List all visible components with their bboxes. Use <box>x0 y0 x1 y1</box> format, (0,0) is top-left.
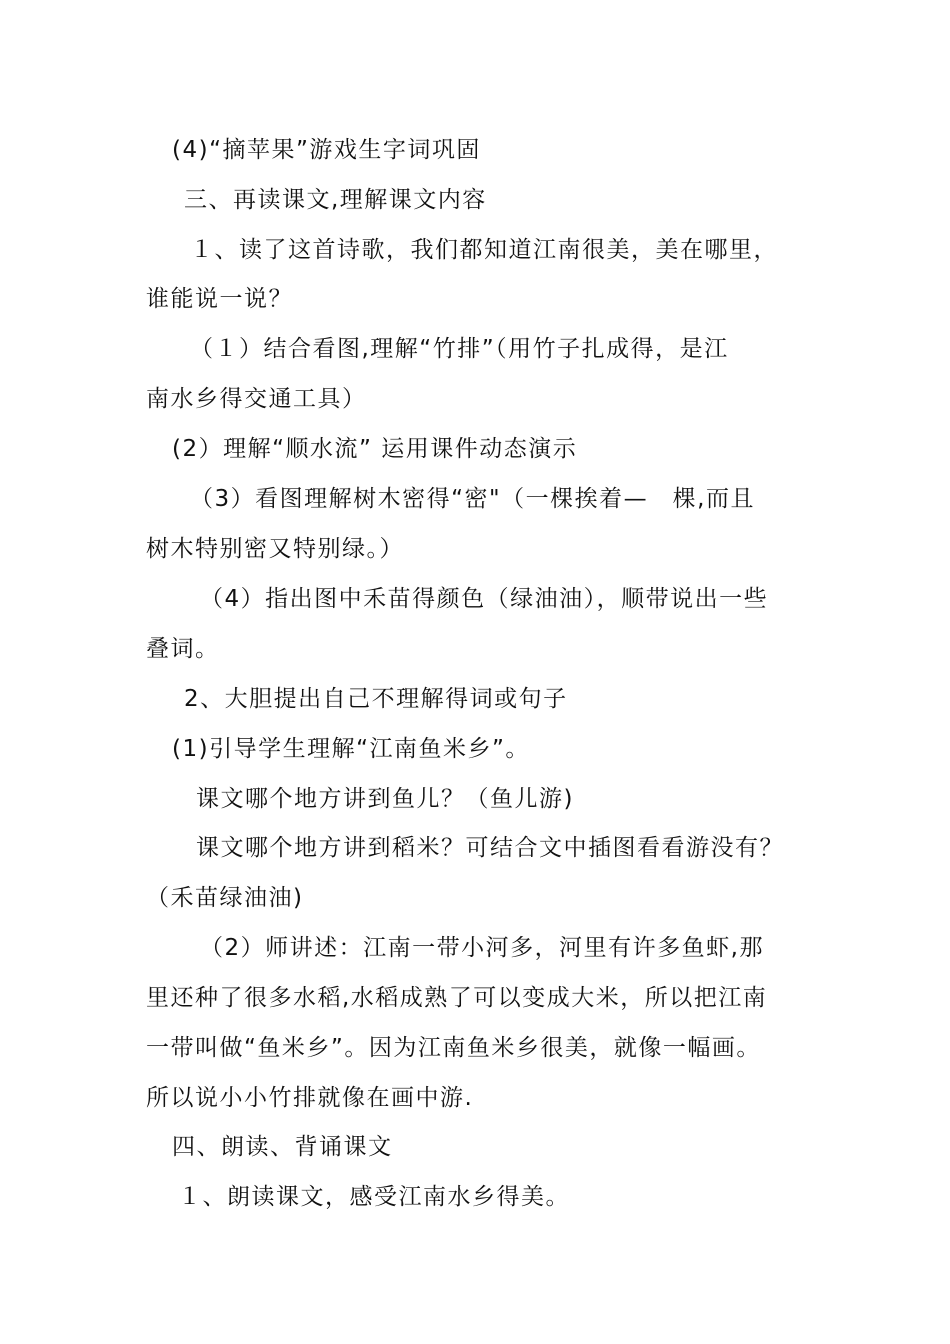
section-heading: 四、朗读、背诵课文 <box>172 1134 393 1160</box>
text-line: （4）指出图中禾苗得颜色（绿油油），顺带说出一些 <box>200 586 769 612</box>
text-line: （2）师讲述：江南一带小河多，河里有许多鱼虾,那 <box>200 935 764 961</box>
text-line: １、朗读课文，感受江南水乡得美。 <box>178 1184 570 1210</box>
text-line: 2、大胆提出自己不理解得词或句子 <box>184 686 568 712</box>
text-line: 课文哪个地方讲到鱼儿？（鱼儿游) <box>196 786 574 812</box>
text-line: １、读了这首诗歌，我们都知道江南很美，美在哪里， <box>190 237 778 263</box>
text-line: （１）结合看图,理解“竹排”（用竹子扎成得，是江 <box>190 336 729 362</box>
text-line: 里还种了很多水稻,水稻成熟了可以变成大米，所以把江南 <box>146 985 768 1011</box>
text-line: 南水乡得交通工具） <box>146 386 367 412</box>
text-line: (4)“摘苹果”游戏生字词巩固 <box>172 137 481 163</box>
text-line: 所以说小小竹排就像在画中游. <box>146 1085 474 1111</box>
text-line: (2）理解“顺水流” 运用课件动态演示 <box>172 436 578 462</box>
text-line: 叠词。 <box>146 636 220 662</box>
text-line: 课文哪个地方讲到稻米？可结合文中插图看看游没有？ <box>196 835 784 861</box>
text-line: （禾苗绿油油) <box>146 885 304 911</box>
text-line: 谁能说一说？ <box>146 286 293 312</box>
text-line: 一带叫做“鱼米乡”。因为江南鱼米乡很美，就像一幅画。 <box>146 1035 761 1061</box>
text-line: 树木特别密又特别绿。） <box>146 536 404 562</box>
text-line: (1)引导学生理解“江南鱼米乡”。 <box>172 736 530 762</box>
section-heading: 三、再读课文,理解课文内容 <box>184 187 487 213</box>
text-line: （3）看图理解树木密得“密"（一棵挨着— 棵,而且 <box>190 486 755 512</box>
